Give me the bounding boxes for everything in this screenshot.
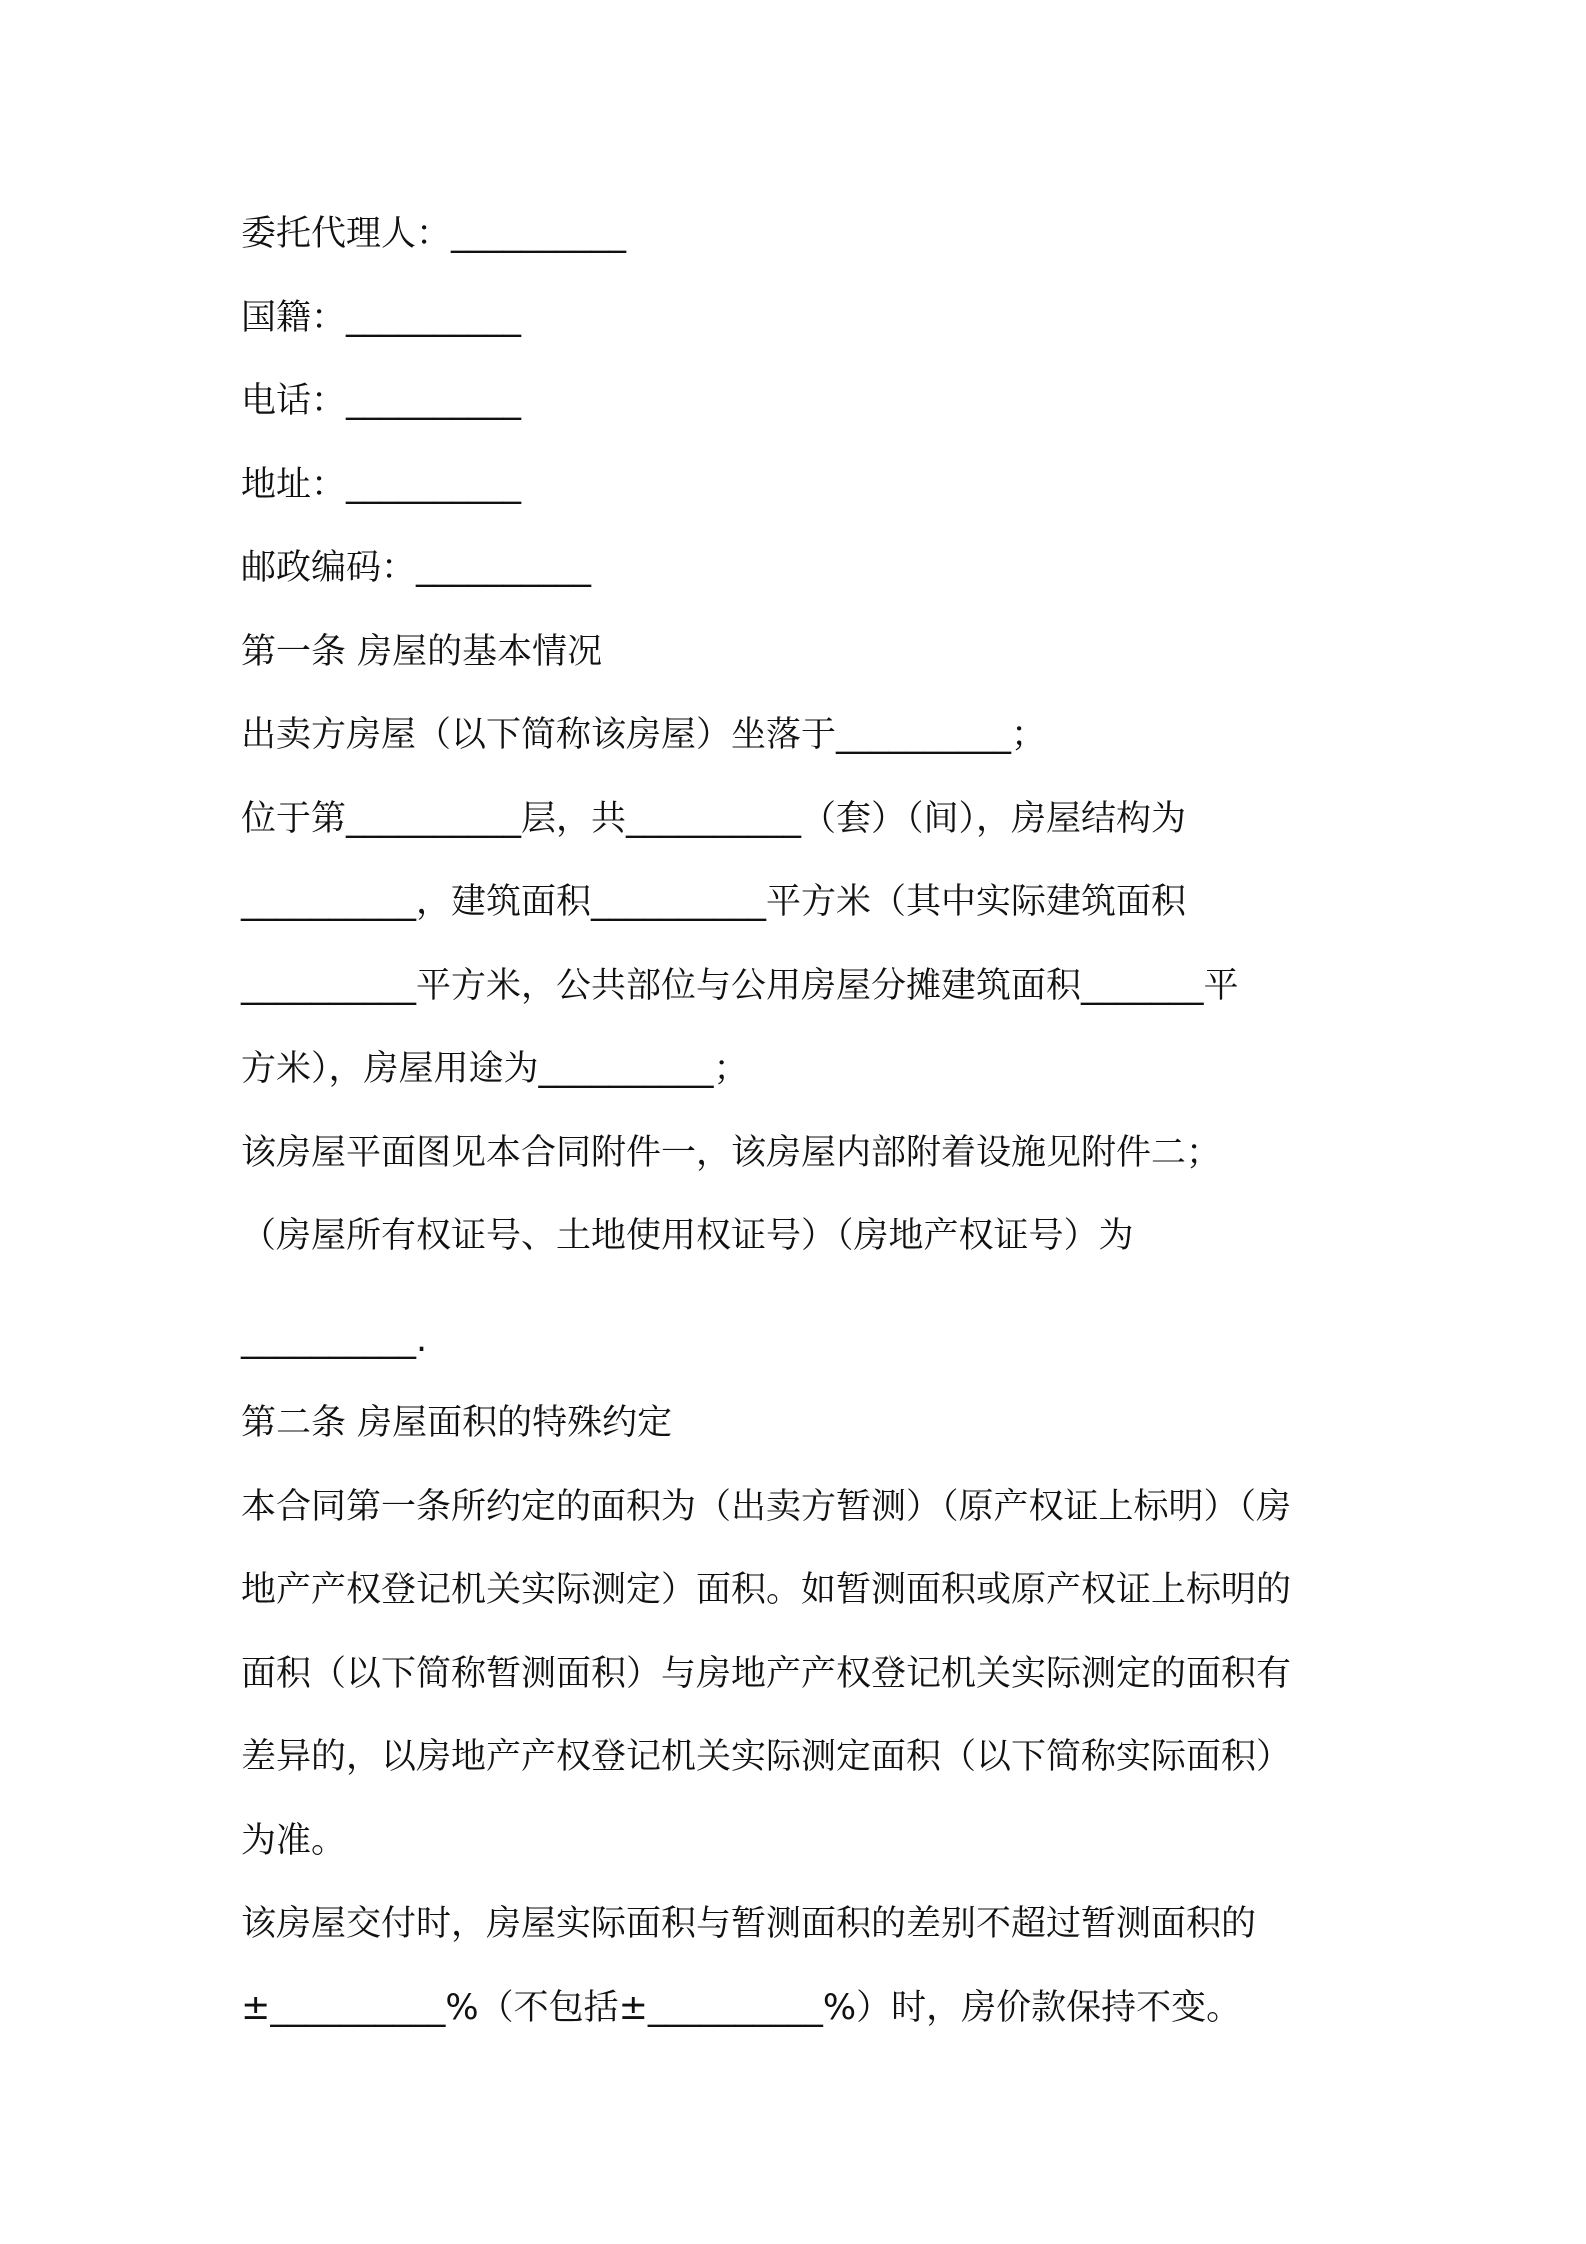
certificate-number-line: __________. xyxy=(241,1319,428,1360)
article-2-text-line: 面积（以下简称暂测面积）与房地产产权登记机关实际测定的面积有 xyxy=(241,1653,1292,1694)
article-1-text-line: __________平方米，公共部位与公用房屋分摊建筑面积_______平 xyxy=(241,965,1239,1006)
article-2-text-line: 该房屋交付时，房屋实际面积与暂测面积的差别不超过暂测面积的 xyxy=(241,1904,1257,1944)
contract-page xyxy=(241,193,1361,2050)
article-1-text-line: 位于第__________层，共__________（套）（间），房屋结构为 xyxy=(241,798,1187,839)
agent-line: 委托代理人：__________ xyxy=(241,214,627,254)
article-2-text-line: 差异的，以房地产产权登记机关实际测定面积（以下简称实际面积） xyxy=(241,1737,1292,1777)
article-2-text-line: 为准。 xyxy=(241,1820,347,1861)
article-2-text-line: 地产产权登记机关实际测定）面积。如暂测面积或原产权证上标明的 xyxy=(241,1570,1292,1610)
article-1-text-line: 方米），房屋用途为__________； xyxy=(241,1049,749,1089)
phone-line: 电话：__________ xyxy=(241,381,522,421)
article-1-text-line: __________，建筑面积__________平方米（其中实际建筑面积 xyxy=(241,882,1187,922)
article-2-text-line: ±__________%（不包括±__________%）时，房价款保持不变。 xyxy=(241,1987,1242,2028)
article-1-heading: 第一条 房屋的基本情况 xyxy=(241,631,603,672)
article-2-text-line: 本合同第一条所约定的面积为（出卖方暂测）（原产权证上标明）（房 xyxy=(241,1486,1292,1527)
nationality-line: 国籍：__________ xyxy=(241,297,522,338)
address-line: 地址：__________ xyxy=(241,464,522,505)
article-1-text-line: 该房屋平面图见本合同附件一，该房屋内部附着设施见附件二； xyxy=(241,1132,1222,1173)
article-1-text-line: 出卖方房屋（以下简称该房屋）坐落于__________； xyxy=(241,715,1047,755)
article-1-text-line: （房屋所有权证号、土地使用权证号）（房地产权证号）为 xyxy=(241,1216,1134,1256)
postcode-line: 邮政编码：__________ xyxy=(241,548,592,588)
article-2-heading: 第二条 房屋面积的特殊约定 xyxy=(241,1403,673,1443)
